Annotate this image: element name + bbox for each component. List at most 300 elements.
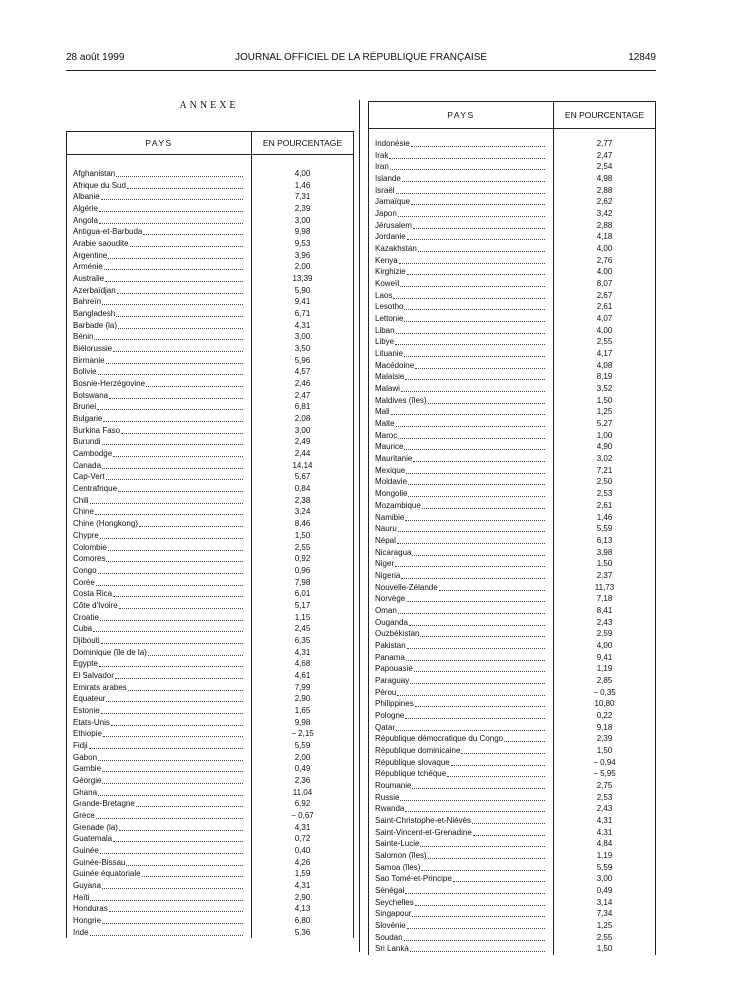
percentage-value: 2,46	[294, 379, 311, 389]
country-name: Saint-Vincent-et-Grenadine	[375, 827, 472, 837]
country-name: Jérusalem	[375, 220, 412, 230]
leader-dots	[111, 717, 243, 726]
country-row	[369, 803, 553, 815]
country-name: Macédoine	[375, 360, 415, 370]
annex-title: ANNEXE	[179, 100, 239, 111]
country-name: Sao Tomé-et-Principe	[375, 874, 452, 884]
percentage-value: 2,76	[596, 255, 613, 265]
leader-dots	[415, 698, 545, 707]
country-row	[67, 892, 251, 904]
percentage-value: 4,84	[596, 839, 613, 849]
leader-dots	[115, 670, 243, 679]
country-name: Bulgarie	[73, 414, 103, 424]
country-row	[67, 436, 251, 448]
leader-dots	[447, 768, 545, 777]
country-name: Canada	[73, 460, 102, 470]
leader-dots	[399, 255, 545, 264]
percentage-value: 2,44	[294, 449, 311, 459]
country-row	[369, 897, 553, 909]
percentage-value: 6,35	[294, 635, 311, 645]
country-row	[369, 383, 553, 395]
leader-dots	[100, 845, 243, 854]
country-name: Grenade (la)	[73, 822, 118, 832]
leader-dots	[420, 838, 545, 847]
leader-dots	[422, 500, 545, 509]
country-table-right	[368, 101, 656, 955]
percentage-value: 5,36	[294, 927, 311, 937]
country-row	[369, 406, 553, 418]
country-name: Guinée-Bissau	[73, 857, 126, 867]
leader-dots	[472, 815, 545, 824]
country-row	[369, 395, 553, 407]
percentage-value: 4,61	[294, 670, 311, 680]
leader-dots	[412, 908, 545, 917]
leader-dots	[109, 903, 243, 912]
percentage-value: 5,90	[294, 285, 311, 295]
percentage-value: 4,98	[596, 174, 613, 184]
country-name: Laos	[375, 290, 393, 300]
country-name: République slovaque	[375, 757, 450, 767]
leader-dots	[412, 547, 545, 556]
country-row	[67, 506, 251, 518]
percentage-value: 4,13	[294, 904, 311, 914]
country-row	[369, 710, 553, 722]
country-row	[369, 150, 553, 162]
country-name: Guinée équatoriale	[73, 869, 141, 879]
leader-dots	[400, 792, 545, 801]
percentage-value: 2,53	[596, 489, 613, 499]
percentage-value: 2,43	[596, 617, 613, 627]
country-row	[369, 827, 553, 839]
percentage-value: 4,07	[596, 314, 613, 324]
percentage-value: 6,01	[294, 589, 311, 599]
percentage-value: 2,77	[596, 139, 613, 148]
percentage-value: 1,50	[596, 745, 613, 755]
percentage-value: 2,55	[596, 337, 613, 347]
country-row	[369, 430, 553, 442]
country-name: Algérie	[73, 204, 98, 214]
percentage-value: 4,08	[596, 360, 613, 370]
percentage-value: 6,13	[596, 535, 613, 545]
journal-title: JOURNAL OFFICIEL DE LA RÉPUBLIQUE FRANÇAISE	[234, 52, 488, 63]
country-name: Fidji	[73, 740, 88, 750]
country-row	[67, 331, 251, 343]
country-name: Israël	[375, 185, 395, 195]
percentage-value: 2,08	[294, 414, 311, 424]
country-name: Iran	[375, 162, 389, 172]
leader-dots	[106, 553, 243, 562]
percentage-value: 6,71	[294, 309, 311, 319]
column-header-pourcentage: EN POURCENTAGE	[564, 110, 645, 120]
country-row	[369, 535, 553, 547]
leader-dots	[148, 647, 243, 656]
country-name: Dominique (île de la)	[73, 647, 147, 657]
country-row	[369, 757, 553, 769]
country-row	[369, 838, 553, 850]
percentage-value: 7,34	[596, 909, 613, 919]
percentage-value: 1,46	[596, 512, 613, 522]
leader-dots	[113, 448, 243, 457]
country-name: Paraguay	[375, 675, 410, 685]
country-name: Rwanda	[375, 804, 405, 814]
leader-dots	[405, 371, 545, 380]
leader-dots	[398, 208, 545, 217]
country-name: Islande	[375, 174, 401, 184]
country-name: Colombie	[73, 542, 107, 552]
leader-dots	[101, 191, 243, 200]
leader-dots	[404, 348, 545, 357]
country-row	[67, 285, 251, 297]
percentage-value: 6,92	[294, 799, 311, 809]
percentage-value: 2,55	[294, 542, 311, 552]
country-row	[369, 161, 553, 173]
country-name: Russie	[375, 792, 400, 802]
leader-dots	[113, 343, 243, 352]
country-name: Croatie	[73, 612, 99, 622]
percentage-value: 4,26	[294, 857, 311, 867]
country-name: Djibouti	[73, 635, 100, 645]
country-name: Albanie	[73, 192, 100, 202]
country-row	[369, 500, 553, 512]
country-name: Arménie	[73, 262, 103, 272]
table-header	[67, 132, 353, 155]
percentage-value: 2,38	[294, 495, 311, 505]
column-divider	[359, 100, 360, 952]
percentage-value: 0,92	[294, 554, 311, 564]
leader-dots	[395, 558, 545, 567]
leader-dots	[410, 943, 545, 952]
leader-dots	[101, 705, 243, 714]
leader-dots	[98, 752, 243, 761]
leader-dots	[136, 798, 243, 807]
leader-dots	[406, 652, 545, 661]
leader-dots	[97, 401, 243, 410]
country-row	[369, 138, 553, 150]
leader-dots	[108, 250, 243, 259]
percentage-value: 2,55	[596, 932, 613, 942]
country-name: Hongrie	[73, 916, 102, 925]
leader-dots	[421, 862, 545, 871]
leader-dots	[102, 775, 243, 784]
country-table-left	[66, 131, 354, 938]
percentage-value: 7,21	[596, 465, 613, 475]
country-name: Cuba	[73, 624, 93, 634]
percentage-value: 4,31	[294, 822, 311, 832]
leader-dots	[396, 325, 545, 334]
country-name: Chypre	[73, 530, 99, 540]
country-row	[369, 243, 553, 255]
percentage-value: − 0,35	[593, 687, 616, 697]
percentage-value: 4,00	[596, 244, 613, 254]
percentage-value: 8,07	[596, 279, 613, 289]
country-row	[67, 682, 251, 694]
country-row	[67, 483, 251, 495]
country-name: Namibie	[375, 512, 405, 522]
country-row	[369, 943, 553, 955]
percentage-value: 9,41	[294, 297, 311, 307]
country-row	[369, 698, 553, 710]
country-name: Nouvelle-Zélande	[375, 582, 438, 592]
leader-dots	[411, 196, 545, 205]
country-row	[67, 530, 251, 542]
leader-dots	[405, 512, 545, 521]
leader-dots	[389, 150, 545, 159]
country-name: Biélorussie	[73, 344, 113, 354]
percentage-value: 5,67	[294, 472, 311, 482]
percentage-value: − 5,95	[593, 769, 616, 779]
country-name: Grande-Bretagne	[73, 799, 135, 809]
leader-dots	[146, 378, 243, 387]
country-row	[369, 231, 553, 243]
country-name: Chili	[73, 495, 89, 505]
percentage-value: 3,96	[294, 250, 311, 260]
percentage-value: 6,81	[294, 402, 311, 412]
percentage-value: 5,17	[294, 600, 311, 610]
leader-dots	[103, 413, 243, 422]
country-row	[369, 628, 553, 640]
country-name: Mexique	[375, 465, 406, 475]
country-row	[67, 261, 251, 273]
country-row	[67, 810, 251, 822]
country-name: Azerbaïdjan	[73, 285, 116, 295]
country-name: Ethiopie	[73, 729, 102, 739]
percentage-value: 3,00	[294, 425, 311, 435]
country-row	[369, 850, 553, 862]
leader-dots	[121, 425, 243, 434]
country-row	[67, 728, 251, 740]
leader-dots	[408, 476, 545, 485]
percentage-value: 2,39	[596, 734, 613, 744]
country-row	[369, 371, 553, 383]
country-row	[67, 833, 251, 845]
leader-dots	[98, 787, 243, 796]
percentage-value: 3,00	[294, 332, 311, 342]
leader-dots	[428, 395, 545, 404]
country-name: Jamaïque	[375, 197, 411, 207]
leader-dots	[453, 873, 545, 882]
leader-dots	[105, 273, 243, 282]
country-name: Niger	[375, 559, 395, 569]
leader-dots	[407, 920, 545, 929]
percentage-value: 9,41	[596, 652, 613, 662]
percentage-value: 9,98	[294, 227, 311, 237]
country-row	[369, 792, 553, 804]
page-header	[66, 52, 656, 66]
country-name: Jordanie	[375, 232, 406, 242]
leader-dots	[103, 728, 243, 737]
country-name: Antigua-et-Barbuda	[73, 227, 143, 237]
percentage-value: 2,50	[596, 477, 613, 487]
leader-dots	[396, 185, 545, 194]
country-name: Gambie	[73, 764, 102, 774]
country-row	[369, 488, 553, 500]
country-name: Comores	[73, 554, 106, 564]
country-name: Philippines	[375, 699, 414, 709]
percentage-value: 4,00	[596, 267, 613, 277]
country-name: Panama	[375, 652, 405, 662]
leader-dots	[98, 366, 243, 375]
percentage-value: 0,40	[294, 845, 311, 855]
country-row	[369, 348, 553, 360]
percentage-value: 9,98	[294, 717, 311, 727]
country-name: Salomon (îles)	[375, 850, 427, 860]
leader-dots	[93, 623, 243, 632]
percentage-value: 3,14	[596, 897, 613, 907]
percentage-value: 4,17	[596, 349, 613, 359]
percentage-value: 3,00	[596, 874, 613, 884]
leader-dots	[404, 441, 545, 450]
country-name: Corée	[73, 577, 95, 587]
country-name: Mozambique	[375, 500, 421, 510]
country-row	[369, 780, 553, 792]
percentage-value: 2,43	[596, 804, 613, 814]
country-name: Afghanistan	[73, 169, 116, 178]
percentage-value: 7,99	[294, 682, 311, 692]
country-name: Irak	[375, 150, 389, 160]
leader-dots	[126, 857, 243, 866]
percentage-value: 10,80	[594, 699, 615, 709]
country-name: Inde	[73, 927, 89, 937]
country-name: Saint-Christophe-et-Niévès	[375, 815, 472, 825]
leader-dots	[128, 682, 243, 691]
leader-dots	[408, 488, 545, 497]
percentage-value: 2,53	[596, 792, 613, 802]
country-row	[369, 652, 553, 664]
country-name: Ghana	[73, 787, 98, 797]
leader-dots	[406, 465, 545, 474]
percentage-value: 4,18	[596, 232, 613, 242]
leader-dots	[108, 542, 243, 551]
country-name: Libye	[375, 337, 395, 347]
country-row	[67, 355, 251, 367]
country-name: Malaisie	[375, 372, 405, 382]
country-row	[67, 366, 251, 378]
country-row	[67, 927, 251, 939]
leader-dots	[90, 495, 243, 504]
percentage-value: 0,84	[294, 484, 311, 494]
country-row	[67, 448, 251, 460]
leader-dots	[139, 518, 243, 527]
country-row	[67, 798, 251, 810]
percentage-value: 2,47	[294, 390, 311, 400]
leader-dots	[405, 803, 545, 812]
country-row	[67, 577, 251, 589]
country-row	[67, 915, 251, 927]
percentage-value: 11,73	[594, 582, 615, 592]
country-name: Etats-Unis	[73, 717, 110, 727]
leader-dots	[413, 220, 545, 229]
percentage-value: 2,75	[596, 780, 613, 790]
leader-dots	[397, 535, 545, 544]
country-name: Bahreïn	[73, 297, 102, 307]
percentage-value: 4,00	[294, 169, 311, 178]
leader-dots	[401, 383, 545, 392]
leader-dots	[504, 733, 545, 742]
percentage-value: 5,27	[596, 419, 613, 429]
percentage-value: 1,50	[294, 530, 311, 540]
country-row	[369, 523, 553, 535]
percentage-value: 2,54	[596, 162, 613, 172]
leader-dots	[415, 360, 545, 369]
country-row	[67, 495, 251, 507]
country-row	[67, 635, 251, 647]
percentage-value: 0,49	[596, 886, 613, 895]
country-row	[369, 325, 553, 337]
leader-dots	[407, 640, 545, 649]
country-row	[67, 413, 251, 425]
leader-dots	[113, 588, 243, 597]
country-row	[369, 722, 553, 734]
country-name: Nauru	[375, 524, 397, 534]
table-body	[67, 155, 353, 938]
country-name: Cambodge	[73, 449, 113, 459]
country-row	[67, 787, 251, 799]
leader-dots	[398, 523, 545, 532]
country-row	[67, 425, 251, 437]
country-row	[369, 605, 553, 617]
country-name: Bangladesh	[73, 309, 116, 319]
percentage-value: 1,19	[596, 850, 613, 860]
country-row	[369, 640, 553, 652]
country-name-column	[369, 129, 554, 955]
country-row	[67, 717, 251, 729]
country-row	[369, 815, 553, 827]
country-name: Haïti	[73, 892, 90, 902]
country-row	[67, 857, 251, 869]
percentage-value: 9,18	[596, 722, 613, 732]
leader-dots	[119, 600, 243, 609]
country-row	[67, 623, 251, 635]
country-name: Chine	[73, 507, 94, 517]
leader-dots	[102, 296, 243, 305]
country-row	[369, 745, 553, 757]
percentage-value: 5,59	[294, 740, 311, 750]
country-row	[369, 768, 553, 780]
header-rule	[66, 70, 656, 71]
percentage-value: 0,49	[294, 764, 311, 774]
percentage-value: − 0,94	[593, 757, 616, 767]
leader-dots	[404, 313, 545, 322]
percentage-value: − 2,15	[291, 729, 314, 739]
percentage-value: 11,04	[292, 787, 313, 797]
country-name: Guatemala	[73, 834, 113, 844]
country-row	[67, 670, 251, 682]
percentage-value: 2,90	[294, 694, 311, 704]
country-row	[67, 168, 251, 180]
percentage-value: 0,96	[294, 565, 311, 575]
country-name: Estonie	[73, 705, 100, 715]
percentage-value: 6,80	[294, 916, 311, 925]
percentage-value: 1,19	[596, 664, 613, 674]
percentage-value: 2,88	[596, 220, 613, 230]
country-name: Arabie saoudite	[73, 239, 129, 249]
percentage-value: 3,50	[294, 344, 311, 354]
country-row	[369, 418, 553, 430]
publication-date: 28 août 1999	[66, 52, 125, 63]
percentage-value: 4,31	[596, 827, 613, 837]
leader-dots	[96, 810, 243, 819]
percentage-value: 9,53	[294, 239, 311, 249]
country-name: Kenya	[375, 255, 398, 265]
country-row	[369, 208, 553, 220]
leader-dots	[439, 582, 545, 591]
country-name: Equateur	[73, 694, 106, 704]
leader-dots	[412, 780, 545, 789]
percentage-value: 0,22	[596, 710, 613, 720]
country-name: Congo	[73, 565, 97, 575]
leader-dots	[405, 885, 545, 894]
country-name: Pérou	[375, 687, 397, 697]
